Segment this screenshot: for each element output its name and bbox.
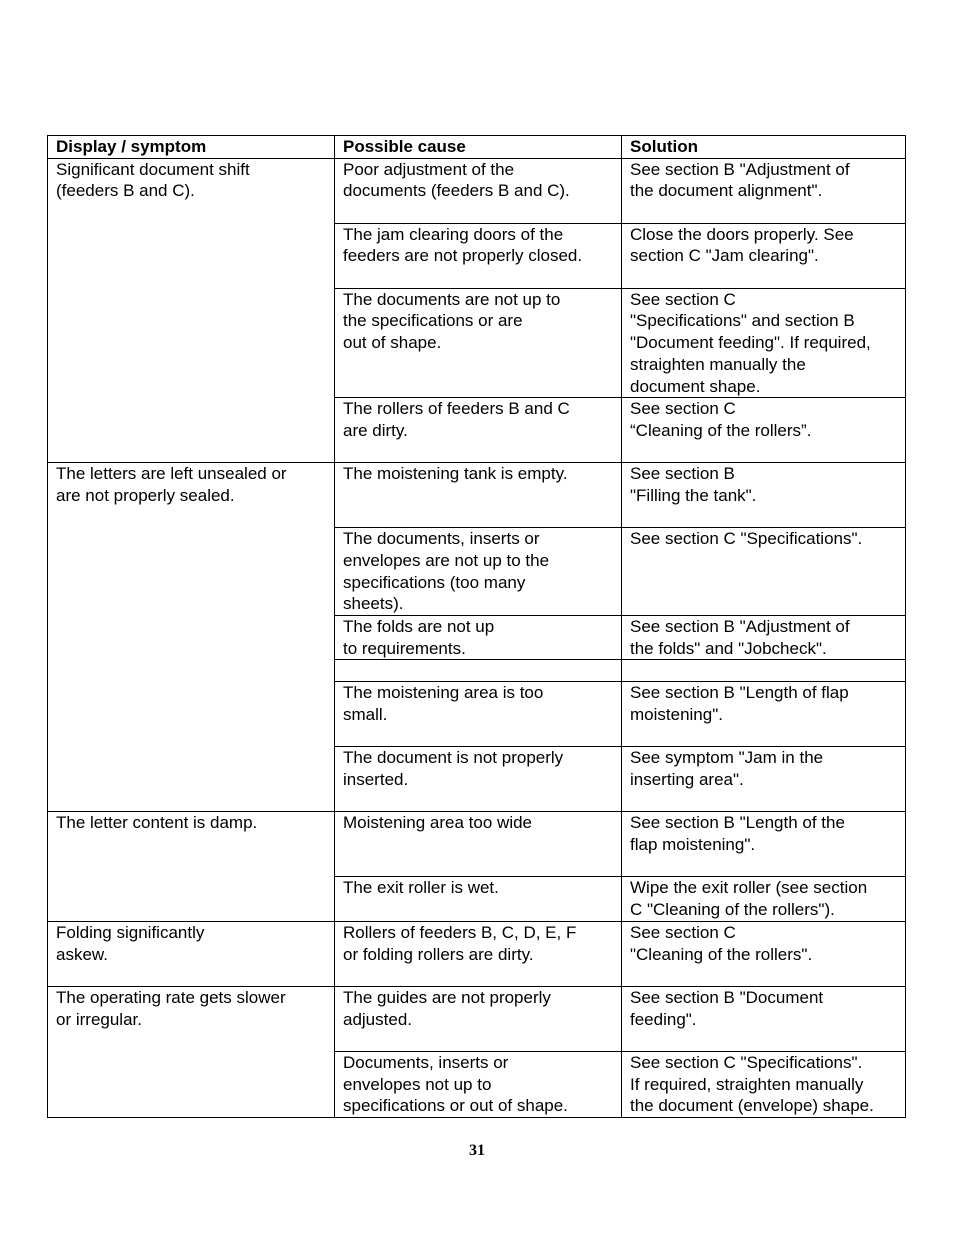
table-header-row (48, 136, 906, 159)
table-row (48, 463, 906, 528)
table-row (48, 986, 906, 1051)
solution-cell (622, 660, 906, 682)
solution-cell: Wipe the exit roller (see section C "Cleaning of the rollers"). (622, 877, 906, 921)
solution-cell: See section C "Specifications" and section B "Document feeding". If required, straighten manually the document shape. (622, 288, 906, 398)
table-row (48, 921, 906, 986)
table-body (48, 158, 906, 1117)
cause-cell: The document is not properly inserted. (335, 747, 622, 812)
table-row (48, 812, 906, 877)
solution-cell: Close the doors properly. See section C "Jam clearing". (622, 223, 906, 288)
symptom-cell: Significant document shift (feeders B and C). (48, 158, 335, 463)
cause-cell: The moistening area is too small. (335, 682, 622, 747)
solution-cell: See section B "Length of flap moistening". (622, 682, 906, 747)
header-solution: Solution (622, 136, 906, 159)
cause-cell: Poor adjustment of the documents (feeders B and C). (335, 158, 622, 223)
cause-cell: The jam clearing doors of the feeders are not properly closed. (335, 223, 622, 288)
solution-cell: See section B "Document feeding". (622, 986, 906, 1051)
symptom-cell: The operating rate gets slower or irregular. (48, 986, 335, 1117)
solution-cell: See section B "Filling the tank". (622, 463, 906, 528)
cause-cell: The folds are not up to requirements. (335, 616, 622, 660)
cause-cell (335, 660, 622, 682)
solution-cell: See section C "Specifications". If required, straighten manually the document (envelope) shape. (622, 1051, 906, 1117)
symptom-cell: Folding significantly askew. (48, 921, 335, 986)
cause-cell: The documents are not up to the specifications or are out of shape. (335, 288, 622, 398)
cause-cell: The rollers of feeders B and C are dirty. (335, 398, 622, 463)
symptom-cell: The letters are left unsealed or are not properly sealed. (48, 463, 335, 812)
symptom-cell: The letter content is damp. (48, 812, 335, 921)
solution-cell: See section B "Length of the flap moistening". (622, 812, 906, 877)
table-row (48, 158, 906, 223)
cause-cell: The moistening tank is empty. (335, 463, 622, 528)
cause-cell: Rollers of feeders B, C, D, E, F or folding rollers are dirty. (335, 921, 622, 986)
solution-cell: See section B "Adjustment of the document alignment". (622, 158, 906, 223)
cause-cell: The guides are not properly adjusted. (335, 986, 622, 1051)
header-symptom: Display / symptom (48, 136, 335, 159)
solution-cell: See section C "Cleaning of the rollers". (622, 921, 906, 986)
cause-cell: The exit roller is wet. (335, 877, 622, 921)
cause-cell: Documents, inserts or envelopes not up to specifications or out of shape. (335, 1051, 622, 1117)
cause-cell: The documents, inserts or envelopes are not up to the specifications (too many sheets). (335, 528, 622, 616)
solution-cell: See section B "Adjustment of the folds" and "Jobcheck". (622, 616, 906, 660)
solution-cell: See section C “Cleaning of the rollers”. (622, 398, 906, 463)
troubleshooting-table (47, 135, 906, 1118)
header-cause: Possible cause (335, 136, 622, 159)
solution-cell: See section C "Specifications". (622, 528, 906, 616)
cause-cell: Moistening area too wide (335, 812, 622, 877)
page-number: 31 (469, 1142, 485, 1159)
solution-cell: See symptom "Jam in the inserting area". (622, 747, 906, 812)
